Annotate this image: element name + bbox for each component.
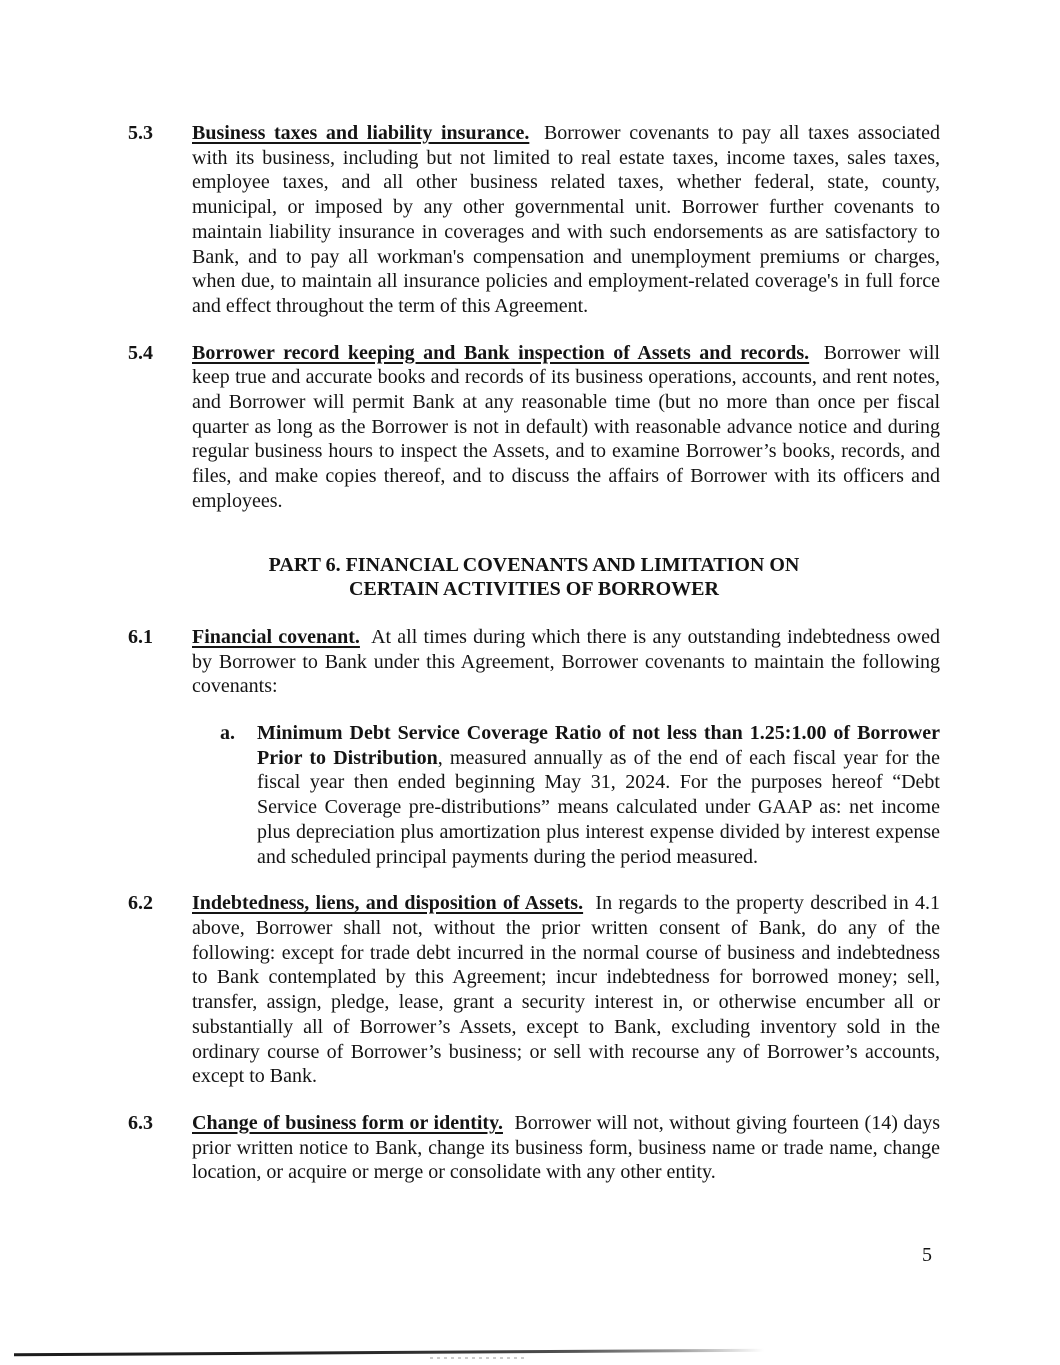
clause-5-4-body: [192, 341, 940, 514]
part-6-heading: [128, 553, 940, 602]
clause-6-1: [128, 625, 940, 699]
clause-5-3: [128, 121, 940, 319]
clause-6-2-heading: Indebtedness, liens, and disposition of Assets.: [192, 892, 584, 915]
clause-6-2: [128, 891, 940, 1089]
subitem-6-1-a-bold-text: Minimum Debt Service Coverage Ratio of not less than 1.25:1.00 of Borrower Prior to Distribution: [257, 722, 940, 769]
scan-artifact-dots: [430, 1357, 525, 1359]
part-6-heading-line1: PART 6. FINANCIAL COVENANTS AND LIMITATION ON: [268, 553, 800, 576]
clause-6-2-text: In regards to the property described in 4.1 above, Borrower shall not, without the prior written consent of Bank, do any of the following: except for trade debt incurred in the normal course of business and indebtedness to Bank contemplated by this Agreement; incur indebtedness for borrowed money; sell, transfer, assign, pledge, lease, grant a security interest in, or otherwise encumber all or substantially all of Borrower’s Assets, except to Bank, excluding inventory sold in the ordinary course of Borrower’s business; or sell with recourse any of Borrower’s accounts, except to Bank.: [192, 892, 941, 1088]
clause-6-3-text: Borrower will not, without giving fourteen (14) days prior written notice to Bank, change its business form, business name or trade name, change location, or acquire or merge or consolidate with any other entity.: [192, 1111, 940, 1184]
part-6-heading-line2: CERTAIN ACTIVITIES OF BORROWER: [349, 578, 719, 601]
clause-6-2-number: 6.2: [128, 892, 153, 915]
subitem-6-1-a-text: , measured annually as of the end of each fiscal year for the fiscal year then ended beginning May 31, 2024. For the purposes hereof “Debt Service Coverage pre-distributions” means calculated under GAAP as: net income plus depreciation plus amortization plus interest expense divided by interest expense and scheduled principal payments during the period measured.: [257, 746, 940, 868]
clause-5-4: [128, 341, 940, 514]
clause-5-4-heading: Borrower record keeping and Bank inspection of Assets and records.: [192, 341, 810, 364]
clause-5-3-heading: Business taxes and liability insurance.: [192, 122, 530, 144]
subitem-6-1-a-body: [257, 721, 940, 869]
clause-6-1-heading: Financial covenant.: [192, 625, 360, 648]
clause-6-3: [128, 1111, 940, 1185]
clause-5-4-text: Borrower will keep true and accurate books and records of its business operations, accounts, and rent notes, and Borrower will permit Bank at any reasonable time (but no more than once per fiscal quarter as long as the Borrower is not in default) with reasonable advance notice and during regular business hours to inspect the Assets, and to examine Borrower’s books, records, and files, and make copies thereof, and to discuss the affairs of Borrower with its officers and employees.: [192, 341, 940, 512]
clause-6-3-body: [192, 1111, 940, 1185]
clause-5-3-number: 5.3: [128, 122, 153, 144]
clause-6-1-text: At all times during which there is any outstanding indebtedness owed by Borrower to Bank under this Agreement, Borrower covenants to maintain the following covenants:: [192, 625, 941, 698]
scan-artifact-line: [14, 1349, 764, 1357]
clause-5-3-text: Borrower covenants to pay all taxes associated with its business, including but not limited to real estate taxes, income taxes, sales taxes, employee taxes, and all other business related taxes, whether federal, state, county, municipal, or imposed by any other governmental unit. Borrower further covenants to maintain liability insurance in coverages and with such endorsements as are satisfactory to Bank, and to pay all workman's compensation and unemployment premiums or charges, when due, to maintain all insurance policies and employment-related coverage's in full force and effect throughout the term of this Agreement.: [192, 122, 940, 317]
clause-6-2-body: [192, 891, 940, 1089]
subitem-6-1-a-marker: a.: [220, 722, 235, 745]
clause-6-1-number: 6.1: [128, 625, 153, 648]
clause-5-3-body: [192, 121, 940, 319]
page-number: 5: [922, 1244, 932, 1266]
clause-6-1-body: [192, 625, 940, 699]
clause-6-3-heading: Change of business form or identity.: [192, 1111, 503, 1134]
subitem-6-1-a: [220, 721, 940, 869]
clause-6-3-number: 6.3: [128, 1111, 153, 1134]
clause-5-4-number: 5.4: [128, 341, 153, 364]
